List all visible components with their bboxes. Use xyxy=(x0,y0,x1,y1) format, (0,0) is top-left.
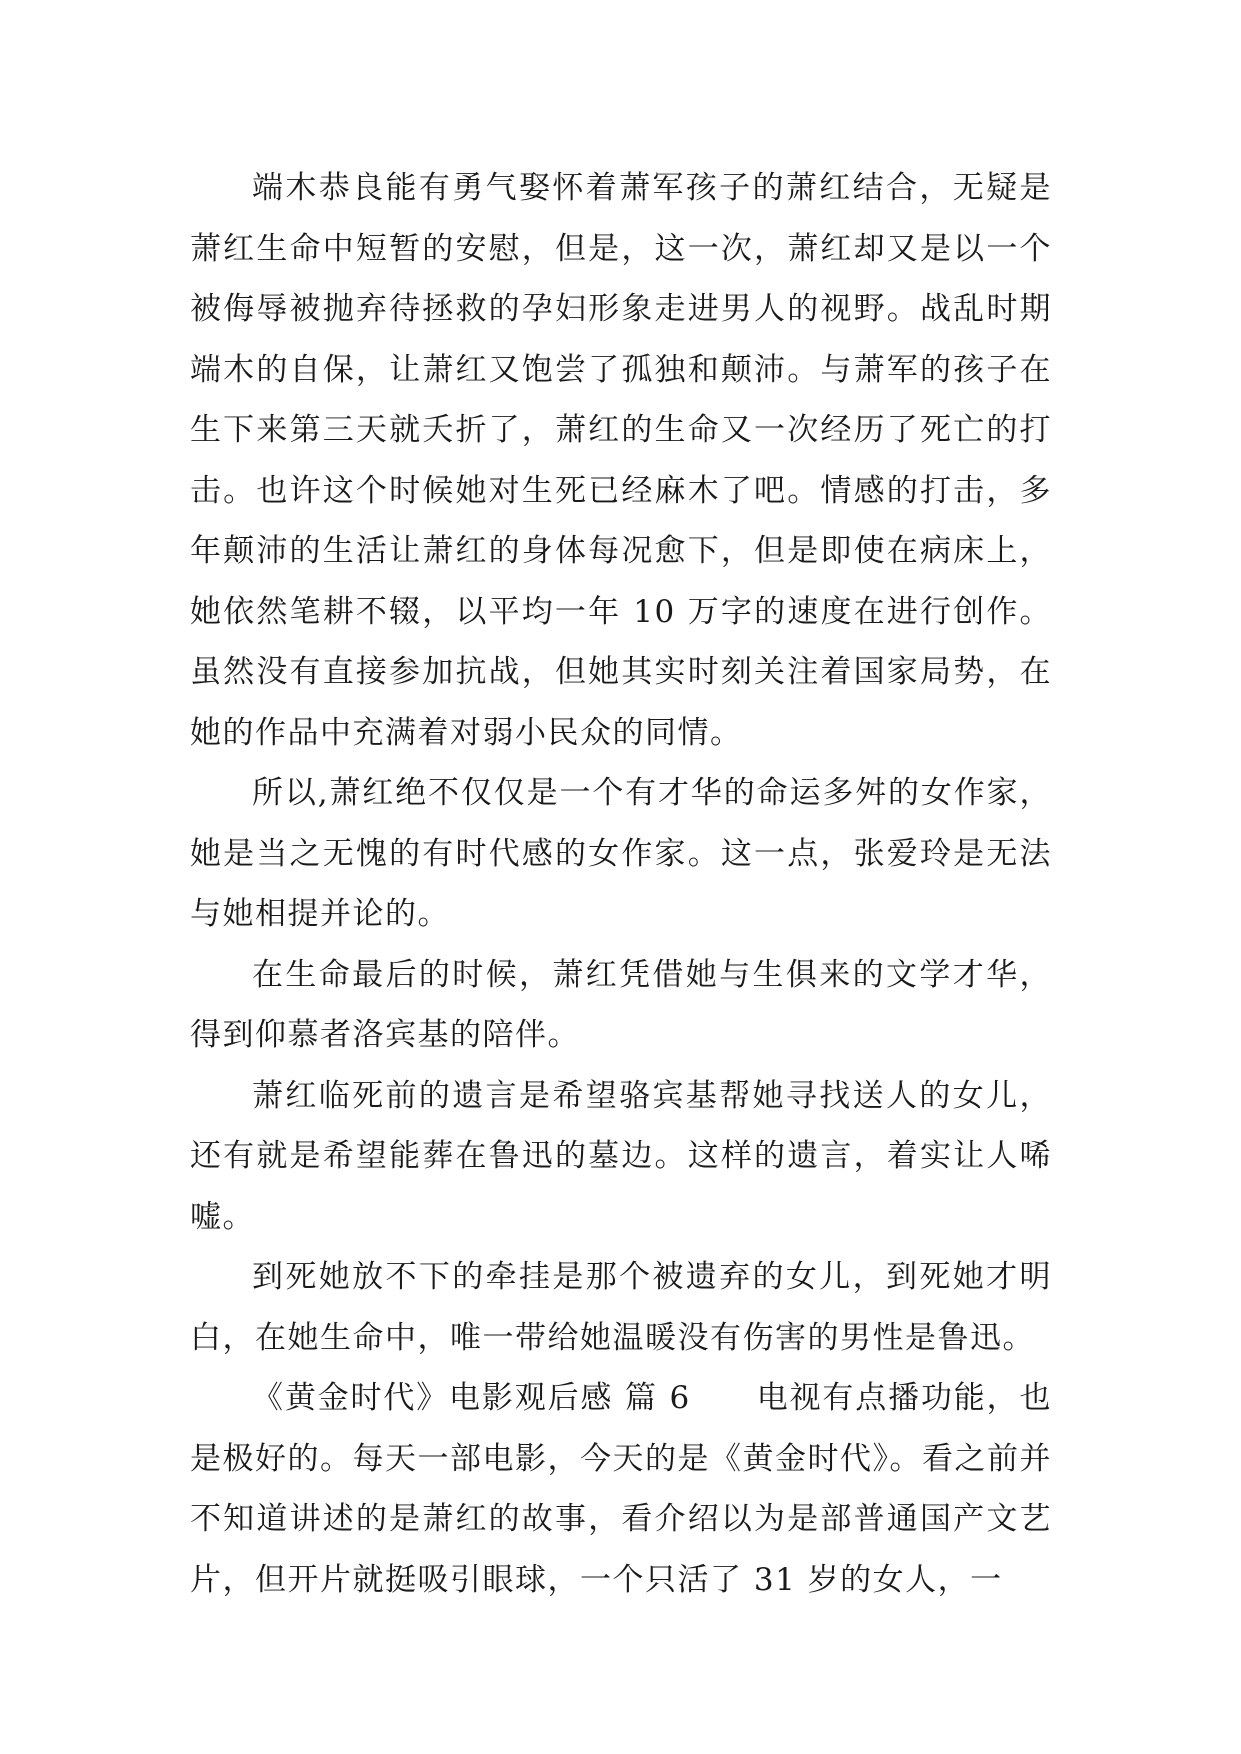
paragraph: 端木恭良能有勇气娶怀着萧军孩子的萧红结合，无疑是萧红生命中短暂的安慰，但是，这一次，萧红却又是以一个被侮辱被抛弃待拯救的孕妇形象走进男人的视野。战乱时期端木的自保，让萧红又饱尝了孤独和颠沛。与萧军的孩子在生下来第三天就夭折了，萧红的生命又一次经历了死亡的打击。也许这个时候她对生死已经麻木了吧。情感的打击，多年颠沛的生活让萧红的身体每况愈下，但是即使在病床上，她依然笔耕不辍，以平均一年 10 万字的速度在进行创作。虽然没有直接参加抗战，但她其实时刻关注着国家局势，在她的作品中充满着对弱小民众的同情。 xyxy=(190,170,1052,751)
paragraph: 所以,萧红绝不仅仅是一个有才华的命运多舛的女作家，她是当之无愧的有时代感的女作家。这一点，张爱玲是无法与她相提并论的。 xyxy=(190,775,1052,932)
paragraph: 到死她放不下的牵挂是那个被遗弃的女儿，到死她才明白，在她生命中，唯一带给她温暖没有伤害的男性是鲁迅。 xyxy=(190,1259,1052,1356)
document-body xyxy=(190,158,1052,1610)
paragraph: 在生命最后的时候，萧红凭借她与生俱来的文学才华，得到仰慕者洛宾基的陪伴。 xyxy=(190,956,1052,1053)
paragraph: 《黄金时代》电影观后感 篇 6 电视有点播功能，也是极好的。每天一部电影，今天的是《黄金时代》。看之前并不知道讲述的是萧红的故事，看介绍以为是部普通国产文艺片，但开片就挺吸引眼球，一个只活了 31 岁的女人，一 xyxy=(190,1380,1052,1598)
paragraph: 萧红临死前的遗言是希望骆宾基帮她寻找送人的女儿，还有就是希望能葬在鲁迅的墓边。这样的遗言，着实让人唏嘘。 xyxy=(190,1077,1052,1235)
